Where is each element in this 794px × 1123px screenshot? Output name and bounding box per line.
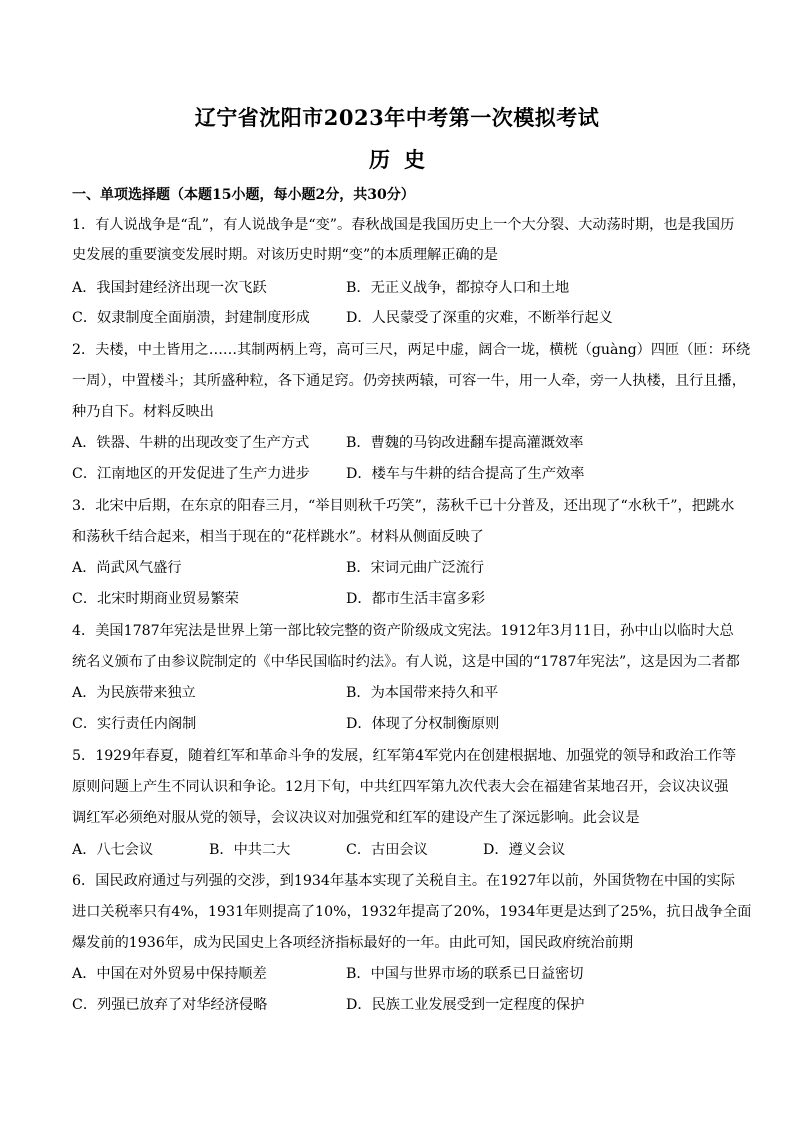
question-text-line: 调红军必须绝对服从党的领导，会议决议对加强党和红军的建设产生了深远影响。此会议是 — [72, 810, 640, 826]
option-c[interactable]: C．北宋时期商业贸易繁荣 — [72, 591, 239, 607]
option-a[interactable]: A．八七会议 — [72, 842, 154, 858]
option-a[interactable]: A．尚武风气盛行 — [72, 560, 182, 576]
option-a[interactable]: A．铁器、牛耕的出现改变了生产方式 — [72, 435, 310, 451]
option-b[interactable]: B．中国与世界市场的联系已日益密切 — [346, 966, 584, 982]
option-c[interactable]: C．古田会议 — [346, 842, 428, 858]
option-d[interactable]: D．遵义会议 — [483, 842, 566, 858]
question-text-line: 一周），中置楼斗；其所盛种粒，各下通足窍。仍旁挟两辕，可容一牛，用一人牵，旁一人执楼，且行且播， — [72, 373, 746, 389]
option-c[interactable]: C．列强已放弃了对华经济侵略 — [72, 997, 268, 1013]
question-text-line: 统名义颁布了由参议院制定的《中华民国临时约法》。有人说，这是中国的“1787年宪法”，这是因为二者都 — [72, 654, 740, 670]
option-d[interactable]: D．体现了分权制衡原则 — [346, 716, 500, 732]
question-text-line: 种乃自下。材料反映出 — [72, 404, 214, 420]
question-text-line: 5．1929年春夏，随着红军和革命斗争的发展，红军第4军党内在创建根据地、加强党的领导和政治工作等 — [72, 748, 737, 764]
question-text-line: 原则问题上产生不同认识和争论。12月下旬，中共红四军第九次代表大会在福建省某地召开，会议决议强 — [72, 779, 729, 795]
option-a[interactable]: A．为民族带来独立 — [72, 685, 196, 701]
section-heading: 一、单项选择题（本题15小题，每小题2分，共30分） — [72, 187, 415, 203]
question-text-line: 3．北宋中后期，在东京的阳春三月，“举目则秋千巧笑”，荡秋千已十分普及，还出现了“水秋千”，把跳水 — [72, 498, 735, 514]
exam-subject: 历史 — [369, 147, 439, 172]
option-b[interactable]: B．中共二大 — [209, 842, 291, 858]
option-a[interactable]: A．中国在对外贸易中保持顺差 — [72, 966, 267, 982]
question-text-line: 6．国民政府通过与列强的交涉，到1934年基本实现了关税自主。在1927年以前，外国货物在中国的实际 — [72, 873, 735, 889]
option-d[interactable]: D．人民蒙受了深重的灾难，不断举行起义 — [346, 310, 613, 326]
option-d[interactable]: D．楼车与牛耕的结合提高了生产效率 — [346, 466, 585, 482]
option-c[interactable]: C．江南地区的开发促进了生产力进步 — [72, 466, 310, 482]
option-d[interactable]: D．都市生活丰富多彩 — [346, 591, 486, 607]
question-text-line: 史发展的重要演变发展时期。对该历史时期“变”的本质理解正确的是 — [72, 247, 498, 263]
question-text-line: 2．夫楼，中土皆用之……其制两柄上弯，高可三尺，两足中虚，阔合一垅，横桄（guàng）四匝（匝：环绕 — [72, 342, 751, 358]
question-text-line: 4．美国1787年宪法是世界上第一部比较完整的资产阶级成文宪法。1912年3月11日，孙中山以临时大总 — [72, 623, 734, 639]
option-c[interactable]: C．奴隶制度全面崩溃，封建制度形成 — [72, 310, 310, 326]
option-c[interactable]: C．实行责任内阁制 — [72, 716, 197, 732]
option-b[interactable]: B．宋词元曲广泛流行 — [346, 560, 485, 576]
question-text-line: 爆发前的1936年，成为民国史上各项经济指标最好的一年。由此可知，国民政府统治前期 — [72, 935, 634, 951]
question-text-line: 进口关税率只有4%，1931年则提高了10%，1932年提高了20%，1934年更是达到了25%，抗日战争全面 — [72, 904, 752, 920]
option-b[interactable]: B．为本国带来持久和平 — [346, 685, 499, 701]
option-a[interactable]: A．我国封建经济出现一次飞跃 — [72, 280, 267, 296]
question-text-line: 1．有人说战争是“乱”，有人说战争是“变”。春秋战国是我国历史上一个大分裂、大动荡时期，也是我国历 — [72, 217, 735, 233]
option-b[interactable]: B．无正义战争，都掠夺人口和土地 — [346, 280, 570, 296]
option-b[interactable]: B．曹魏的马钧改进翻车提高灌溉效率 — [346, 435, 584, 451]
option-d[interactable]: D．民族工业发展受到一定程度的保护 — [346, 997, 585, 1013]
question-text-line: 和荡秋千结合起来，相当于现在的“花样跳水”。材料从侧面反映了 — [72, 529, 484, 545]
exam-title: 辽宁省沈阳市2023年中考第一次模拟考试 — [194, 105, 600, 130]
